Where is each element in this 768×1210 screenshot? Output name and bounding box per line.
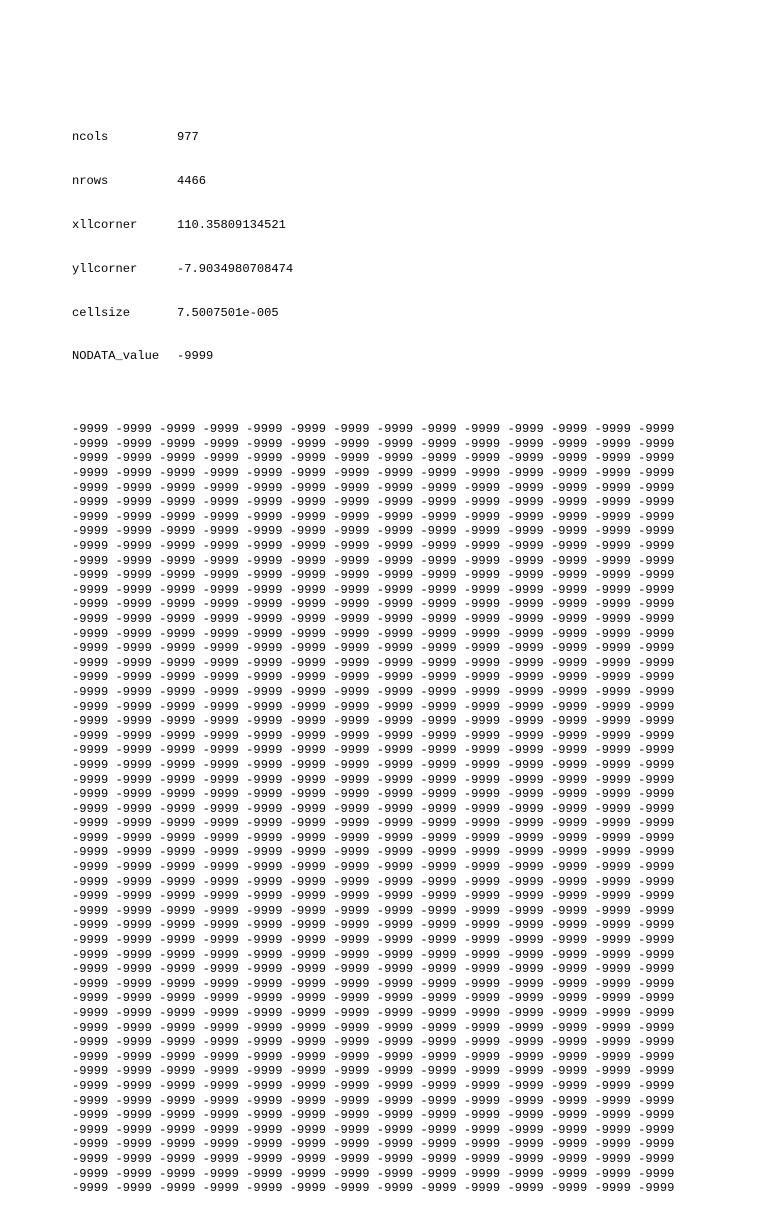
data-row: -9999 -9999 -9999 -9999 -9999 -9999 -9999 -9999 -9999 -9999 -9999 -9999 -9999 -9999 bbox=[72, 962, 675, 977]
data-row: -9999 -9999 -9999 -9999 -9999 -9999 -9999 -9999 -9999 -9999 -9999 -9999 -9999 -9999 bbox=[72, 509, 675, 524]
data-row: -9999 -9999 -9999 -9999 -9999 -9999 -9999 -9999 -9999 -9999 -9999 -9999 -9999 -9999 bbox=[72, 714, 675, 729]
data-row: -9999 -9999 -9999 -9999 -9999 -9999 -9999 -9999 -9999 -9999 -9999 -9999 -9999 -9999 bbox=[72, 816, 675, 831]
header-value: -7.9034980708474 bbox=[177, 261, 294, 276]
data-row: -9999 -9999 -9999 -9999 -9999 -9999 -9999 -9999 -9999 -9999 -9999 -9999 -9999 -9999 bbox=[72, 436, 675, 451]
data-row: -9999 -9999 -9999 -9999 -9999 -9999 -9999 -9999 -9999 -9999 -9999 -9999 -9999 -9999 bbox=[72, 991, 675, 1006]
data-row: -9999 -9999 -9999 -9999 -9999 -9999 -9999 -9999 -9999 -9999 -9999 -9999 -9999 -9999 bbox=[72, 524, 675, 539]
data-row: -9999 -9999 -9999 -9999 -9999 -9999 -9999 -9999 -9999 -9999 -9999 -9999 -9999 -9999 bbox=[72, 903, 675, 918]
header-row-cellsize bbox=[72, 306, 712, 321]
header-row-nodata-value bbox=[72, 349, 712, 364]
data-row: -9999 -9999 -9999 -9999 -9999 -9999 -9999 -9999 -9999 -9999 -9999 -9999 -9999 -9999 bbox=[72, 1108, 675, 1123]
header-key: nrows bbox=[72, 174, 109, 189]
data-row: -9999 -9999 -9999 -9999 -9999 -9999 -9999 -9999 -9999 -9999 -9999 -9999 -9999 -9999 bbox=[72, 670, 675, 685]
data-row: -9999 -9999 -9999 -9999 -9999 -9999 -9999 -9999 -9999 -9999 -9999 -9999 -9999 -9999 bbox=[72, 757, 675, 772]
data-row: -9999 -9999 -9999 -9999 -9999 -9999 -9999 -9999 -9999 -9999 -9999 -9999 -9999 -9999 bbox=[72, 918, 675, 933]
header-key: NODATA_value bbox=[72, 349, 160, 364]
data-row: -9999 -9999 -9999 -9999 -9999 -9999 -9999 -9999 -9999 -9999 -9999 -9999 -9999 -9999 bbox=[72, 830, 675, 845]
header-row-nrows bbox=[72, 174, 712, 189]
data-row: -9999 -9999 -9999 -9999 -9999 -9999 -9999 -9999 -9999 -9999 -9999 -9999 -9999 -9999 bbox=[72, 1078, 675, 1093]
data-row: -9999 -9999 -9999 -9999 -9999 -9999 -9999 -9999 -9999 -9999 -9999 -9999 -9999 -9999 bbox=[72, 1049, 675, 1064]
data-row: -9999 -9999 -9999 -9999 -9999 -9999 -9999 -9999 -9999 -9999 -9999 -9999 -9999 -9999 bbox=[72, 1166, 675, 1181]
data-row: -9999 -9999 -9999 -9999 -9999 -9999 -9999 -9999 -9999 -9999 -9999 -9999 -9999 -9999 bbox=[72, 495, 675, 510]
data-row: -9999 -9999 -9999 -9999 -9999 -9999 -9999 -9999 -9999 -9999 -9999 -9999 -9999 -9999 bbox=[72, 1122, 675, 1137]
header-row-yllcorner bbox=[72, 262, 712, 277]
header-value: 7.5007501e-005 bbox=[177, 305, 279, 320]
data-row: -9999 -9999 -9999 -9999 -9999 -9999 -9999 -9999 -9999 -9999 -9999 -9999 -9999 -9999 bbox=[72, 684, 675, 699]
header-value: -9999 bbox=[177, 349, 214, 364]
data-row: -9999 -9999 -9999 -9999 -9999 -9999 -9999 -9999 -9999 -9999 -9999 -9999 -9999 -9999 bbox=[72, 728, 675, 743]
data-row: -9999 -9999 -9999 -9999 -9999 -9999 -9999 -9999 -9999 -9999 -9999 -9999 -9999 -9999 bbox=[72, 582, 675, 597]
header-row-xllcorner bbox=[72, 218, 712, 233]
data-row: -9999 -9999 -9999 -9999 -9999 -9999 -9999 -9999 -9999 -9999 -9999 -9999 -9999 -9999 bbox=[72, 1181, 675, 1196]
header-key: xllcorner bbox=[72, 217, 138, 232]
data-row: -9999 -9999 -9999 -9999 -9999 -9999 -9999 -9999 -9999 -9999 -9999 -9999 -9999 -9999 bbox=[72, 626, 675, 641]
data-row: -9999 -9999 -9999 -9999 -9999 -9999 -9999 -9999 -9999 -9999 -9999 -9999 -9999 -9999 bbox=[72, 874, 675, 889]
data-row: -9999 -9999 -9999 -9999 -9999 -9999 -9999 -9999 -9999 -9999 -9999 -9999 -9999 -9999 bbox=[72, 611, 675, 626]
data-row: -9999 -9999 -9999 -9999 -9999 -9999 -9999 -9999 -9999 -9999 -9999 -9999 -9999 -9999 bbox=[72, 553, 675, 568]
data-row: -9999 -9999 -9999 -9999 -9999 -9999 -9999 -9999 -9999 -9999 -9999 -9999 -9999 -9999 bbox=[72, 976, 675, 991]
data-row: -9999 -9999 -9999 -9999 -9999 -9999 -9999 -9999 -9999 -9999 -9999 -9999 -9999 -9999 bbox=[72, 787, 675, 802]
data-row: -9999 -9999 -9999 -9999 -9999 -9999 -9999 -9999 -9999 -9999 -9999 -9999 -9999 -9999 bbox=[72, 772, 675, 787]
data-row: -9999 -9999 -9999 -9999 -9999 -9999 -9999 -9999 -9999 -9999 -9999 -9999 -9999 -9999 bbox=[72, 699, 675, 714]
data-row: -9999 -9999 -9999 -9999 -9999 -9999 -9999 -9999 -9999 -9999 -9999 -9999 -9999 -9999 bbox=[72, 1093, 675, 1108]
data-row: -9999 -9999 -9999 -9999 -9999 -9999 -9999 -9999 -9999 -9999 -9999 -9999 -9999 -9999 bbox=[72, 889, 675, 904]
ascii-grid-document bbox=[72, 72, 712, 1210]
data-row: -9999 -9999 -9999 -9999 -9999 -9999 -9999 -9999 -9999 -9999 -9999 -9999 -9999 -9999 bbox=[72, 1035, 675, 1050]
header-key: yllcorner bbox=[72, 261, 138, 276]
data-row: -9999 -9999 -9999 -9999 -9999 -9999 -9999 -9999 -9999 -9999 -9999 -9999 -9999 -9999 bbox=[72, 466, 675, 481]
grid-header bbox=[72, 101, 712, 393]
data-row: -9999 -9999 -9999 -9999 -9999 -9999 -9999 -9999 -9999 -9999 -9999 -9999 -9999 -9999 bbox=[72, 1151, 675, 1166]
data-row: -9999 -9999 -9999 -9999 -9999 -9999 -9999 -9999 -9999 -9999 -9999 -9999 -9999 -9999 bbox=[72, 743, 675, 758]
data-row: -9999 -9999 -9999 -9999 -9999 -9999 -9999 -9999 -9999 -9999 -9999 -9999 -9999 -9999 bbox=[72, 597, 675, 612]
data-row: -9999 -9999 -9999 -9999 -9999 -9999 -9999 -9999 -9999 -9999 -9999 -9999 -9999 -9999 bbox=[72, 1137, 675, 1152]
header-row-ncols bbox=[72, 130, 712, 145]
data-row: -9999 -9999 -9999 -9999 -9999 -9999 -9999 -9999 -9999 -9999 -9999 -9999 -9999 -9999 bbox=[72, 947, 675, 962]
header-key: cellsize bbox=[72, 305, 131, 320]
data-row: -9999 -9999 -9999 -9999 -9999 -9999 -9999 -9999 -9999 -9999 -9999 -9999 -9999 -9999 bbox=[72, 641, 675, 656]
grid-data bbox=[72, 422, 712, 1195]
data-row: -9999 -9999 -9999 -9999 -9999 -9999 -9999 -9999 -9999 -9999 -9999 -9999 -9999 -9999 bbox=[72, 1006, 675, 1020]
header-value: 110.35809134521 bbox=[177, 217, 286, 232]
data-row: -9999 -9999 -9999 -9999 -9999 -9999 -9999 -9999 -9999 -9999 -9999 -9999 -9999 -9999 bbox=[72, 655, 675, 670]
data-row: -9999 -9999 -9999 -9999 -9999 -9999 -9999 -9999 -9999 -9999 -9999 -9999 -9999 -9999 bbox=[72, 933, 675, 948]
data-row: -9999 -9999 -9999 -9999 -9999 -9999 -9999 -9999 -9999 -9999 -9999 -9999 -9999 -9999 bbox=[72, 422, 675, 437]
data-row: -9999 -9999 -9999 -9999 -9999 -9999 -9999 -9999 -9999 -9999 -9999 -9999 -9999 -9999 bbox=[72, 845, 675, 860]
data-row: -9999 -9999 -9999 -9999 -9999 -9999 -9999 -9999 -9999 -9999 -9999 -9999 -9999 -9999 bbox=[72, 1064, 675, 1079]
data-row: -9999 -9999 -9999 -9999 -9999 -9999 -9999 -9999 -9999 -9999 -9999 -9999 -9999 -9999 bbox=[72, 860, 675, 875]
data-row: -9999 -9999 -9999 -9999 -9999 -9999 -9999 -9999 -9999 -9999 -9999 -9999 -9999 -9999 bbox=[72, 568, 675, 583]
data-row: -9999 -9999 -9999 -9999 -9999 -9999 -9999 -9999 -9999 -9999 -9999 -9999 -9999 -9999 bbox=[72, 480, 675, 495]
header-value: 977 bbox=[177, 130, 199, 145]
data-row: -9999 -9999 -9999 -9999 -9999 -9999 -9999 -9999 -9999 -9999 -9999 -9999 -9999 -9999 bbox=[72, 539, 675, 553]
header-value: 4466 bbox=[177, 174, 207, 189]
data-row: -9999 -9999 -9999 -9999 -9999 -9999 -9999 -9999 -9999 -9999 -9999 -9999 -9999 -9999 bbox=[72, 801, 675, 816]
header-key: ncols bbox=[72, 130, 109, 145]
data-row: -9999 -9999 -9999 -9999 -9999 -9999 -9999 -9999 -9999 -9999 -9999 -9999 -9999 -9999 bbox=[72, 1020, 675, 1035]
data-row: -9999 -9999 -9999 -9999 -9999 -9999 -9999 -9999 -9999 -9999 -9999 -9999 -9999 -9999 bbox=[72, 451, 675, 466]
